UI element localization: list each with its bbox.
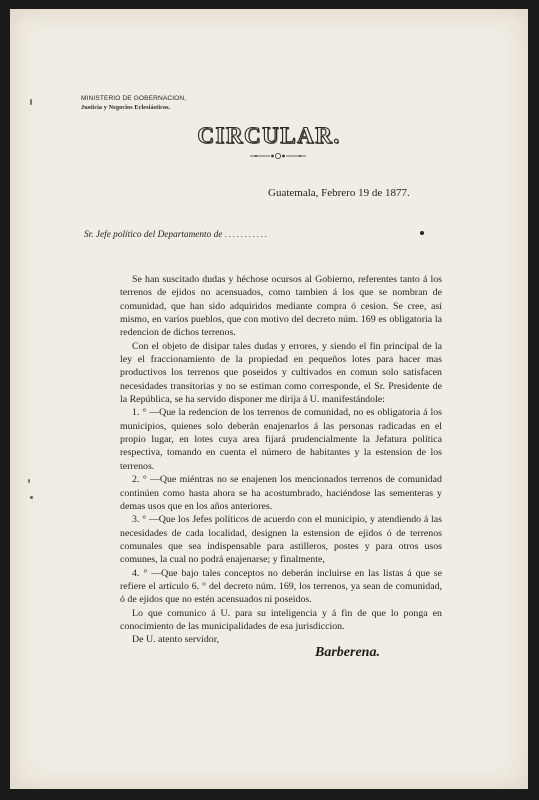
addressee-text: Sr. Jefe político del Departamento de	[84, 230, 223, 240]
addressee-blank: ...........	[224, 230, 269, 239]
ink-speck	[30, 99, 32, 105]
paragraph: De U. atento servidor,	[132, 634, 220, 646]
circular-body	[120, 273, 442, 647]
ministry-header	[81, 94, 186, 112]
paragraph: Se han suscitado dudas y héchose ocursos al Gobierno, referentes tanto á los terrenos de ejidos no acensuados, como tambien á los que se nombran de comunidad, que han sido adquiridos mediante compra ó cesion. Se cree, así mismo, en varios pueblos, que con motivo del decreto núm. 169 es obligatoria la redencion de dichos terrenos.	[120, 274, 442, 339]
ink-speck	[28, 479, 30, 483]
addressee-line	[84, 230, 269, 240]
paragraph: Lo que comunico á U. para su inteligencia y á fin de que lo ponga en conocimiento de las municipalidades de esa jurisdiccion.	[120, 607, 442, 632]
paragraph: 1. ° —Que la redencion de los terrenos de comunidad, no es obligatoria á los municipios, quienes solo deberán enajenarlos á las personas radicadas en el propio lugar, en lotes cuya area fijará prudencialmente la Jefatura política respectiva, tomando en cuenta el número de habitantes y la estension de los terrenos.	[120, 407, 442, 472]
ink-speck	[30, 496, 33, 499]
date-line: Guatemala, Febrero 19 de 1877.	[268, 187, 410, 199]
signature: Barberena.	[315, 645, 380, 660]
document-page	[10, 9, 528, 789]
circular-title: CIRCULAR.	[197, 123, 341, 148]
paragraph: Con el objeto de disipar tales dudas y errores, y siendo el fin principal de la ley el fraccionamiento de la propiedad en pequeños lotes para hacer mas productivos los terrenos que poseidos y cultivados en comun solo satisfacen necesidades transitorias y no se estiman como corresponde, el Sr. Presidente de la República, se ha servido disponer me dirija á U. manifestándole:	[120, 340, 442, 406]
ink-dot	[420, 231, 424, 235]
ministry-name: MINISTERIO DE GOBERNACION,	[81, 95, 187, 102]
paragraph: 3. ° —Que los Jefes políticos de acuerdo con el municipio, y atendiendo á las necesidades de cada localidad, designen la estension de ejidos ó de terrenos comunales que sea indispensable para astilleros, postes y para otros usos comunes, la cual no podrá enajenarse; y finalmente,	[120, 514, 442, 566]
paragraph: 4. ° —Que bajo tales conceptos no deberán incluirse en las listas á que se refiere el artículo 6. ° del decreto núm. 169, los terrenos, ya sean de comunidad, ó de ejidos que no estén acensuados ni poseidos.	[120, 567, 442, 606]
ministry-subtitle: Justicia y Negocios Eclesiásticos.	[81, 104, 171, 111]
paragraph: 2. ° —Que miéntras no se enajenen los mencionados terrenos de comunidad continúen como hasta ahora se ha acostumbrado, haciéndose las sementeras y demas usos que en los años anteriores.	[120, 474, 442, 512]
ornament-divider	[248, 151, 308, 161]
